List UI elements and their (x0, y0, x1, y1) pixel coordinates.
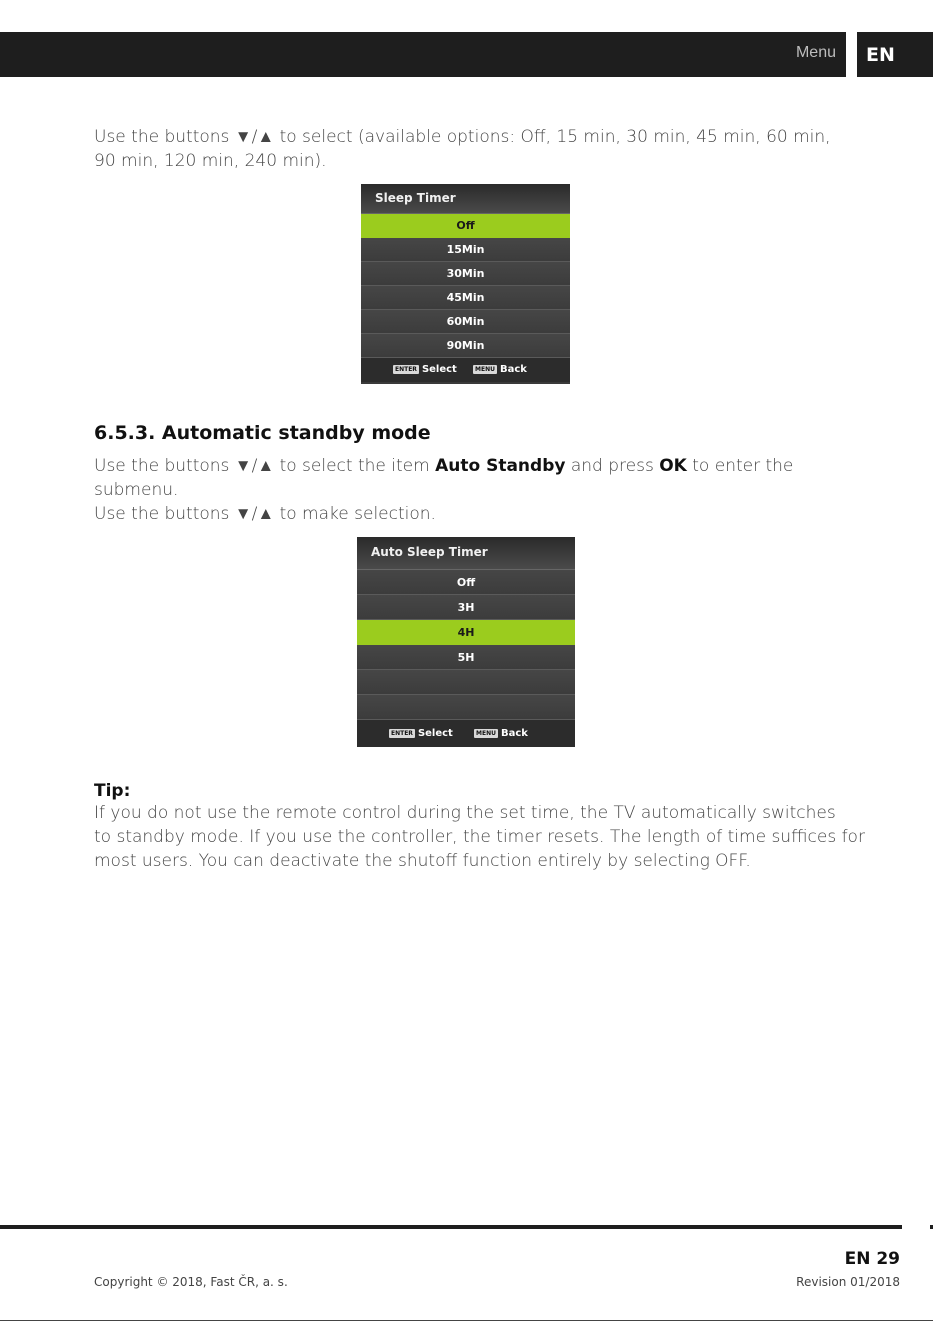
back-hint (474, 720, 528, 747)
enter-key-icon: ENTER (391, 729, 413, 737)
osd-item-off[interactable]: Off (361, 214, 570, 238)
auto-standby-term: Auto Standby (435, 456, 566, 476)
auto-sleep-timer-osd (357, 537, 575, 747)
language-label: EN (866, 44, 895, 66)
tip-line-3: most users. You can deactivate the shutoff function entirely by selecting OFF. (94, 851, 751, 871)
tip-line-2: to standby mode. If you use the controller, the timer resets. The length of time suffices for (94, 827, 865, 847)
osd-item-off[interactable]: Off (357, 570, 575, 595)
section-line-1: Use the buttons ▼/▲ to select the item Auto Standby and press OK to enter the (94, 456, 794, 476)
osd-item-3h[interactable]: 3H (357, 595, 575, 620)
tip-label: Tip: (94, 781, 131, 801)
osd-title: Sleep Timer (361, 184, 570, 214)
osd-item-90min[interactable]: 90Min (361, 334, 570, 358)
intro-line-2: 90 min, 120 min, 240 min). (94, 151, 327, 171)
osd-footer (357, 720, 575, 747)
back-label: Back (500, 728, 528, 739)
osd-item-empty-2 (357, 695, 575, 720)
copyright-text: Copyright © 2018, Fast ČR, a. s. (94, 1275, 288, 1289)
osd-title: Auto Sleep Timer (357, 537, 575, 570)
osd-footer (361, 358, 570, 382)
sleep-timer-osd (361, 184, 570, 384)
revision-text: Revision 01/2018 (796, 1275, 900, 1289)
header-section-label: Menu (795, 44, 836, 61)
osd-item-4h[interactable]: 4H (357, 620, 575, 645)
intro-paragraph (94, 125, 831, 173)
section-heading: 6.5.3. Automatic standby mode (94, 422, 431, 444)
section-paragraph (94, 454, 793, 526)
back-label: Back (499, 364, 527, 375)
footer-rule (0, 1225, 902, 1229)
select-label: Select (417, 728, 453, 739)
osd-item-empty-1 (357, 670, 575, 695)
select-hint (393, 358, 457, 382)
tip-line-1: If you do not use the remote control during the set time, the TV automatically switches (94, 803, 836, 823)
osd-item-15min[interactable]: 15Min (361, 238, 570, 262)
tip-paragraph (94, 801, 865, 873)
intro-line-1: Use the buttons ▼/▲ to select (available options: Off, 15 min, 30 min, 45 min, 60 min, (94, 127, 831, 147)
bottom-rule (0, 1320, 933, 1321)
osd-item-5h[interactable]: 5H (357, 645, 575, 670)
header-bar (0, 32, 846, 77)
osd-item-60min[interactable]: 60Min (361, 310, 570, 334)
osd-item-30min[interactable]: 30Min (361, 262, 570, 286)
ok-key-term: OK (659, 456, 687, 476)
osd-item-45min[interactable]: 45Min (361, 286, 570, 310)
select-hint (389, 720, 453, 747)
back-hint (473, 358, 527, 382)
section-line-3: Use the buttons ▼/▲ to make selection. (94, 504, 436, 524)
section-line-2: submenu. (94, 480, 179, 500)
enter-key-icon: ENTER (395, 365, 417, 373)
menu-key-icon: MENU (475, 365, 495, 373)
menu-key-icon: MENU (476, 729, 496, 737)
language-tab (857, 32, 933, 77)
page-number: EN 29 (844, 1249, 900, 1269)
select-label: Select (421, 364, 457, 375)
